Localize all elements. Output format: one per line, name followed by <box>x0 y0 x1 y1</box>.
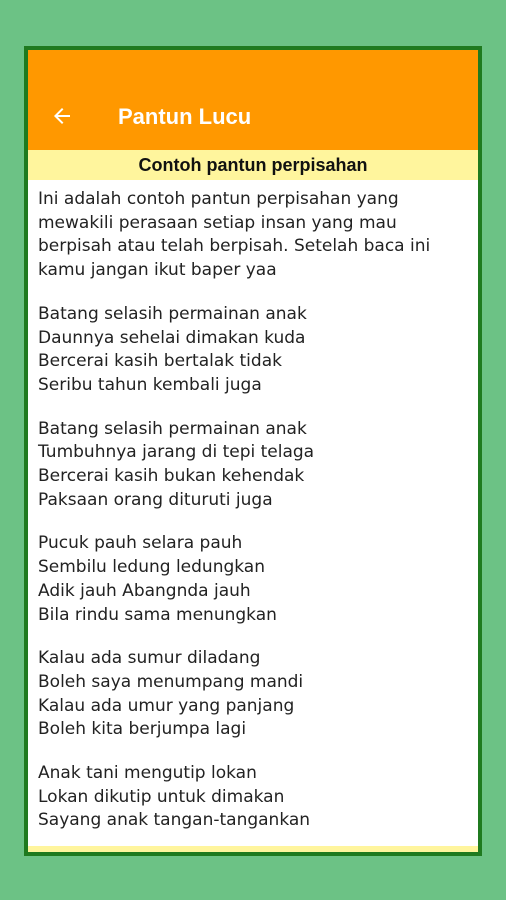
pantun-line: Boleh saya menumpang mandi <box>38 671 304 692</box>
pantun-line: Bila rindu sama menungkan <box>38 604 277 625</box>
pantun-stanza <box>38 303 468 398</box>
pantun-content <box>38 188 468 852</box>
pantun-line: Bercerai kasih bertalak tidak <box>38 351 282 372</box>
pantun-line: Adik jauh Abangnda jauh <box>38 580 251 601</box>
intro-line: berpisah atau telah berpisah. Setelah baca ini <box>38 236 431 257</box>
subtitle-bar <box>28 150 478 180</box>
pantun-line: Seribu tahun kembali juga <box>38 374 262 395</box>
pantun-line: Daunnya sehelai dimakan kuda <box>38 327 306 348</box>
back-button[interactable] <box>42 98 82 134</box>
subtitle-text: Contoh pantun perpisahan <box>138 155 368 175</box>
pantun-line: Batang selasih permainan anak <box>38 303 307 324</box>
pantun-line: Pucuk pauh selara pauh <box>38 533 243 554</box>
app-title: Pantun Lucu <box>118 104 252 129</box>
intro-line: kamu jangan ikut baper yaa <box>38 260 277 281</box>
pantun-line: Paksaan orang dituruti juga <box>38 489 273 510</box>
pantun-line: Tumbuhnya jarang di tepi telaga <box>38 442 315 463</box>
pantun-line: Boleh kita berjumpa lagi <box>38 719 247 740</box>
pantun-stanza <box>38 762 468 833</box>
pantun-line: Sayang anak tangan-tangankan <box>38 810 311 831</box>
bottom-strip <box>28 846 478 852</box>
intro-line: mewakili perasaan setiap insan yang mau <box>38 212 397 233</box>
pantun-line: Lokan dikutip untuk dimakan <box>38 786 285 807</box>
pantun-line: Sembilu ledung ledungkan <box>38 557 265 578</box>
pantun-stanza <box>38 418 468 513</box>
pantun-line: Anak tani mengutip lokan <box>38 763 257 784</box>
pantun-stanza <box>38 532 468 627</box>
arrow-back-icon <box>50 104 74 128</box>
pantun-line: Kalau ada umur yang panjang <box>38 695 295 716</box>
app-screen <box>28 50 478 852</box>
app-bar <box>28 50 478 150</box>
intro-paragraph <box>38 188 468 283</box>
pantun-line: Bercerai kasih bukan kehendak <box>38 466 305 487</box>
intro-line: Ini adalah contoh pantun perpisahan yang <box>38 189 399 209</box>
pantun-stanza <box>38 647 468 742</box>
pantun-line: Kalau ada sumur diladang <box>38 648 261 669</box>
pantun-line: Batang selasih permainan anak <box>38 418 307 439</box>
